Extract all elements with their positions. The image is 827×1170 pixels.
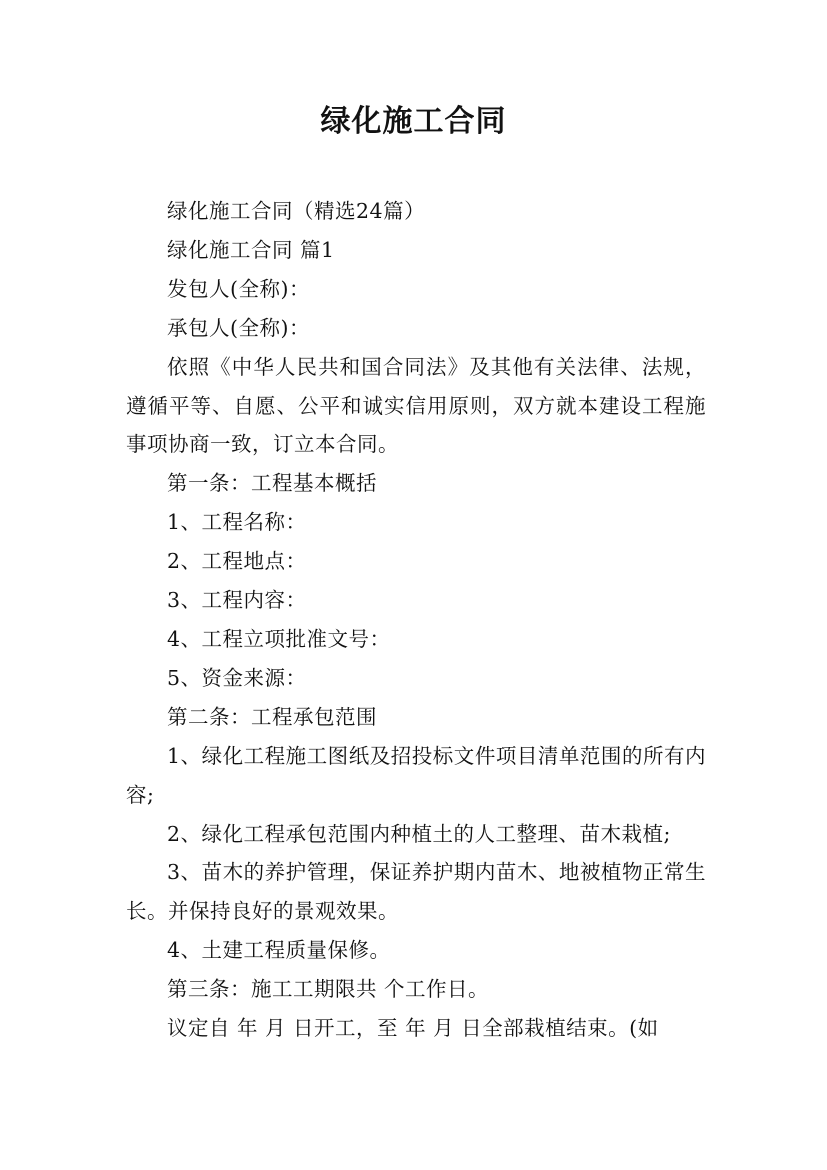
- document-body: [126, 192, 706, 1048]
- paragraph-article-3: 第三条：施工工期限共 个工作日。: [167, 977, 490, 1002]
- paragraph-item: 1、绿化工程施工图纸及招投标文件项目清单范围的所有内容;: [126, 743, 706, 807]
- paragraph-item: 2、绿化工程承包范围内种植土的人工整理、苗木栽植;: [167, 821, 671, 846]
- document-title: 绿化施工合同: [320, 104, 507, 139]
- paragraph-item: 4、土建工程质量保修。: [167, 938, 391, 963]
- paragraph-section-heading: 绿化施工合同 篇1: [167, 237, 335, 262]
- paragraph-preamble: 依照《中华人民共和国合同法》及其他有关法律、法规，遵循平等、自愿、公平和诚实信用原则，双方就本建设工程施事项协商一致，订立本合同。: [126, 354, 706, 457]
- paragraph-item: 1、工程名称：: [167, 510, 307, 535]
- paragraph-article-2: 第二条：工程承包范围: [167, 704, 377, 729]
- paragraph-item: 2、工程地点：: [167, 549, 307, 574]
- paragraph-item: 5、资金来源：: [167, 665, 307, 690]
- paragraph-item: 3、苗木的养护管理，保证养护期内苗木、地被植物正常生长。并保持良好的景观效果。: [126, 860, 706, 924]
- paragraph-subtitle: 绿化施工合同（精选24篇）: [167, 199, 426, 223]
- paragraph-article-1: 第一条：工程基本概括: [167, 471, 377, 496]
- paragraph-schedule: 议定自 年 月 日开工，至 年 月 日全部栽植结束。(如: [167, 1016, 659, 1041]
- paragraph-item: 4、工程立项批准文号：: [167, 626, 391, 651]
- paragraph-contractor: 承包人(全称)：: [167, 315, 310, 340]
- paragraph-item: 3、工程内容：: [167, 588, 307, 613]
- paragraph-employer: 发包人(全称)：: [167, 276, 310, 301]
